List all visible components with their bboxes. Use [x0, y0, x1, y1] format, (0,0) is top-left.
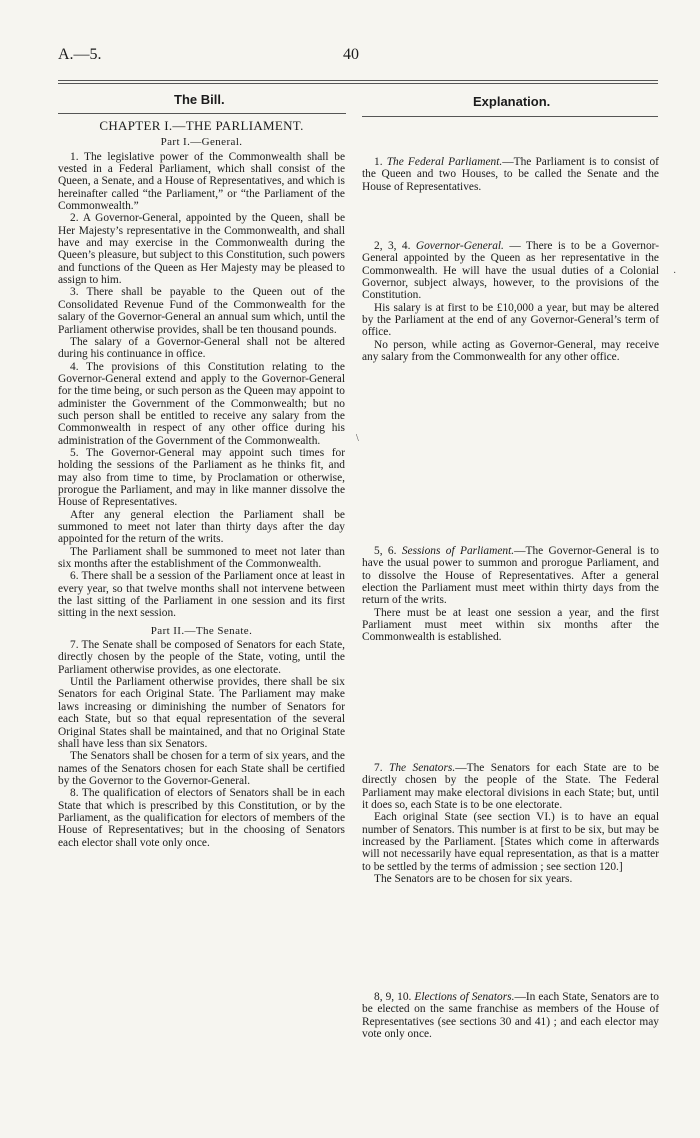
note-annual-session: There must be at least one session a year, and the first Parliament must meet within six months after the Commonwealth is established.	[362, 606, 659, 644]
bill-heading-rule	[58, 113, 346, 114]
note-text: —The Parliament is to consist of the Queen and two Houses, to be called the Senate and the House of Representatives.	[362, 156, 659, 193]
note-ref: 5, 6.	[374, 545, 397, 557]
note-ref: 8, 9, 10.	[374, 991, 412, 1003]
explanation-elections	[362, 991, 659, 1040]
margin-mark: ·	[673, 268, 677, 279]
note-title: Elections of Senators.	[414, 991, 515, 1003]
page-number: 40	[343, 46, 359, 63]
note-title: Governor-General.	[415, 240, 504, 252]
note-title: The Federal Parliament.	[386, 156, 503, 168]
page-header	[0, 46, 700, 70]
bill-column	[58, 120, 345, 849]
header-rule	[58, 80, 658, 81]
page-reference: A.—5.	[58, 46, 102, 63]
chapter-heading: CHAPTER I.—THE PARLIAMENT.	[99, 118, 304, 133]
section-5-election: After any general election the Parliament shall be summoned to meet not later than thirty days after the day appointed for the return of the writs.	[58, 508, 345, 546]
section-1: 1. The legislative power of the Commonwealth shall be vested in a Federal Parliament, which shall consist of the Queen, a Senate, and a House of Representatives, and which is hereinafter called “the Parliament,” or “the Parliament of the Commonwealth.”	[58, 150, 345, 213]
margin-tick: \	[356, 433, 359, 444]
explanation-governor-general	[362, 240, 659, 363]
note-title: The Senators.	[388, 762, 456, 774]
part-heading-general: Part I.—General.	[160, 136, 243, 149]
section-2: 2. A Governor-General, appointed by the Queen, shall be Her Majesty’s representative in the Commonwealth, and shall have and may exercise in the Commonwealth during the Queen’s pleasure, but subject to this Constitution, such powers and functions of the Queen as Her Majesty may be pleased to assign to him.	[58, 212, 345, 287]
note-text: —The Governor-General is to have the usual power to summon and prorogue Parliament, and to dissolve the House of Representatives. After a general election the Parliament must meet within thirty days from the return of the writs.	[362, 545, 659, 607]
note-text: —In each State, Senators are to be elected on the same franchise as members of the House of Representatives (see sections 30 and 41) ; and each elector may vote only once.	[362, 991, 659, 1041]
part-heading-senate: Part II.—The Senate.	[150, 624, 253, 637]
note-text: — There is to be a Governor-General appointed by the Queen as her representative in the Commonwealth. He will have the usual duties of a Colonial Governor, subject always, however, to the provisions of the Constitution.	[362, 240, 659, 302]
explanation-heading-rule	[362, 116, 658, 117]
note-no-other-salary: No person, while acting as Governor-General, may receive any salary from the Commonwealth for any other office.	[362, 338, 659, 364]
section-3: 3. There shall be payable to the Queen out of the Consolidated Revenue Fund of the Commonwealth for the salary of the Governor-General an annual sum which, until the Parliament otherwise provides, shall be ten thousand pounds.	[58, 286, 345, 336]
note-equal-number: Each original State (see section VI.) is to have an equal number of Senators. This number is at first to be six, but may be increased by the Parliament. [States which come in afterwards will not necessarily have equal representation, as that is a matter to be settled by the terms of admission ; see section 120.]	[362, 811, 659, 873]
note-ref: 2, 3, 4.	[374, 240, 411, 252]
note-title: Sessions of Parliament.	[401, 545, 515, 557]
note-ref: 7.	[374, 762, 383, 774]
section-7-numbers: Until the Parliament otherwise provides, there shall be six Senators for each Original State. The Parliament may make laws increasing or diminishing the number of Senators for each State, but so that equal representation of the several Original States shall be maintained, and that no Original State shall have less than six Senators.	[58, 676, 345, 750]
explanation-column-heading: Explanation.	[473, 94, 551, 109]
section-5: 5. The Governor-General may appoint such times for holding the sessions of the Parliament as he thinks fit, and may also from time to time, by Proclamation or otherwise, prorogue the Parliament, and may in like manner dissolve the House of Representatives.	[58, 446, 345, 509]
section-7: 7. The Senate shall be composed of Senators for each State, directly chosen by the people of the State, voting, until the Parliament otherwise provides, as one electorate.	[58, 639, 345, 676]
note-text: —The Senators for each State are to be directly chosen by the people of the State. The Federal Parliament may make electoral divisions in each State; but, until it does so, each State is to be one electorate.	[362, 762, 659, 812]
bill-column-heading: The Bill.	[174, 92, 225, 107]
explanation-senators	[362, 762, 659, 885]
header-rule-double	[58, 83, 658, 84]
section-8: 8. The qualification of electors of Senators shall be in each State that which is prescribed by this Constitution, or by the Parliament, as the qualification for electors of members of the House of Representatives; but in the choosing of Senators each elector shall vote only once.	[58, 787, 345, 849]
section-7-term: The Senators shall be chosen for a term of six years, and the names of the Senators chosen for each State shall be certified by the Governor to the Governor-General.	[58, 750, 345, 787]
section-3-salary: The salary of a Governor-General shall not be altered during his continuance in office.	[58, 335, 345, 361]
note-term: The Senators are to be chosen for six years.	[374, 873, 573, 886]
explanation-federal-parliament	[362, 156, 659, 193]
section-4: 4. The provisions of this Constitution relating to the Governor-General extend and apply to the Governor-General for the time being, or such person as the Queen may appoint to administer the Government of the Commonwealth; but no such person shall be entitled to receive any salary from the Commonwealth in respect of any other office during his administration of the Government of the Commonwealth.	[58, 360, 345, 447]
explanation-sessions	[362, 545, 659, 644]
note-ref: 1.	[374, 156, 383, 168]
section-6: 6. There shall be a session of the Parliament once at least in every year, so that twelve months shall not intervene between the last sitting of the Parliament in one session and its first sitting in the next session.	[58, 570, 345, 620]
section-5-first-meeting: The Parliament shall be summoned to meet not later than six months after the establishment of the Commonwealth.	[58, 545, 345, 571]
note-salary: His salary is at first to be £10,000 a year, but may be altered by the Parliament at the end of any Governor-General’s term of office.	[362, 301, 659, 339]
